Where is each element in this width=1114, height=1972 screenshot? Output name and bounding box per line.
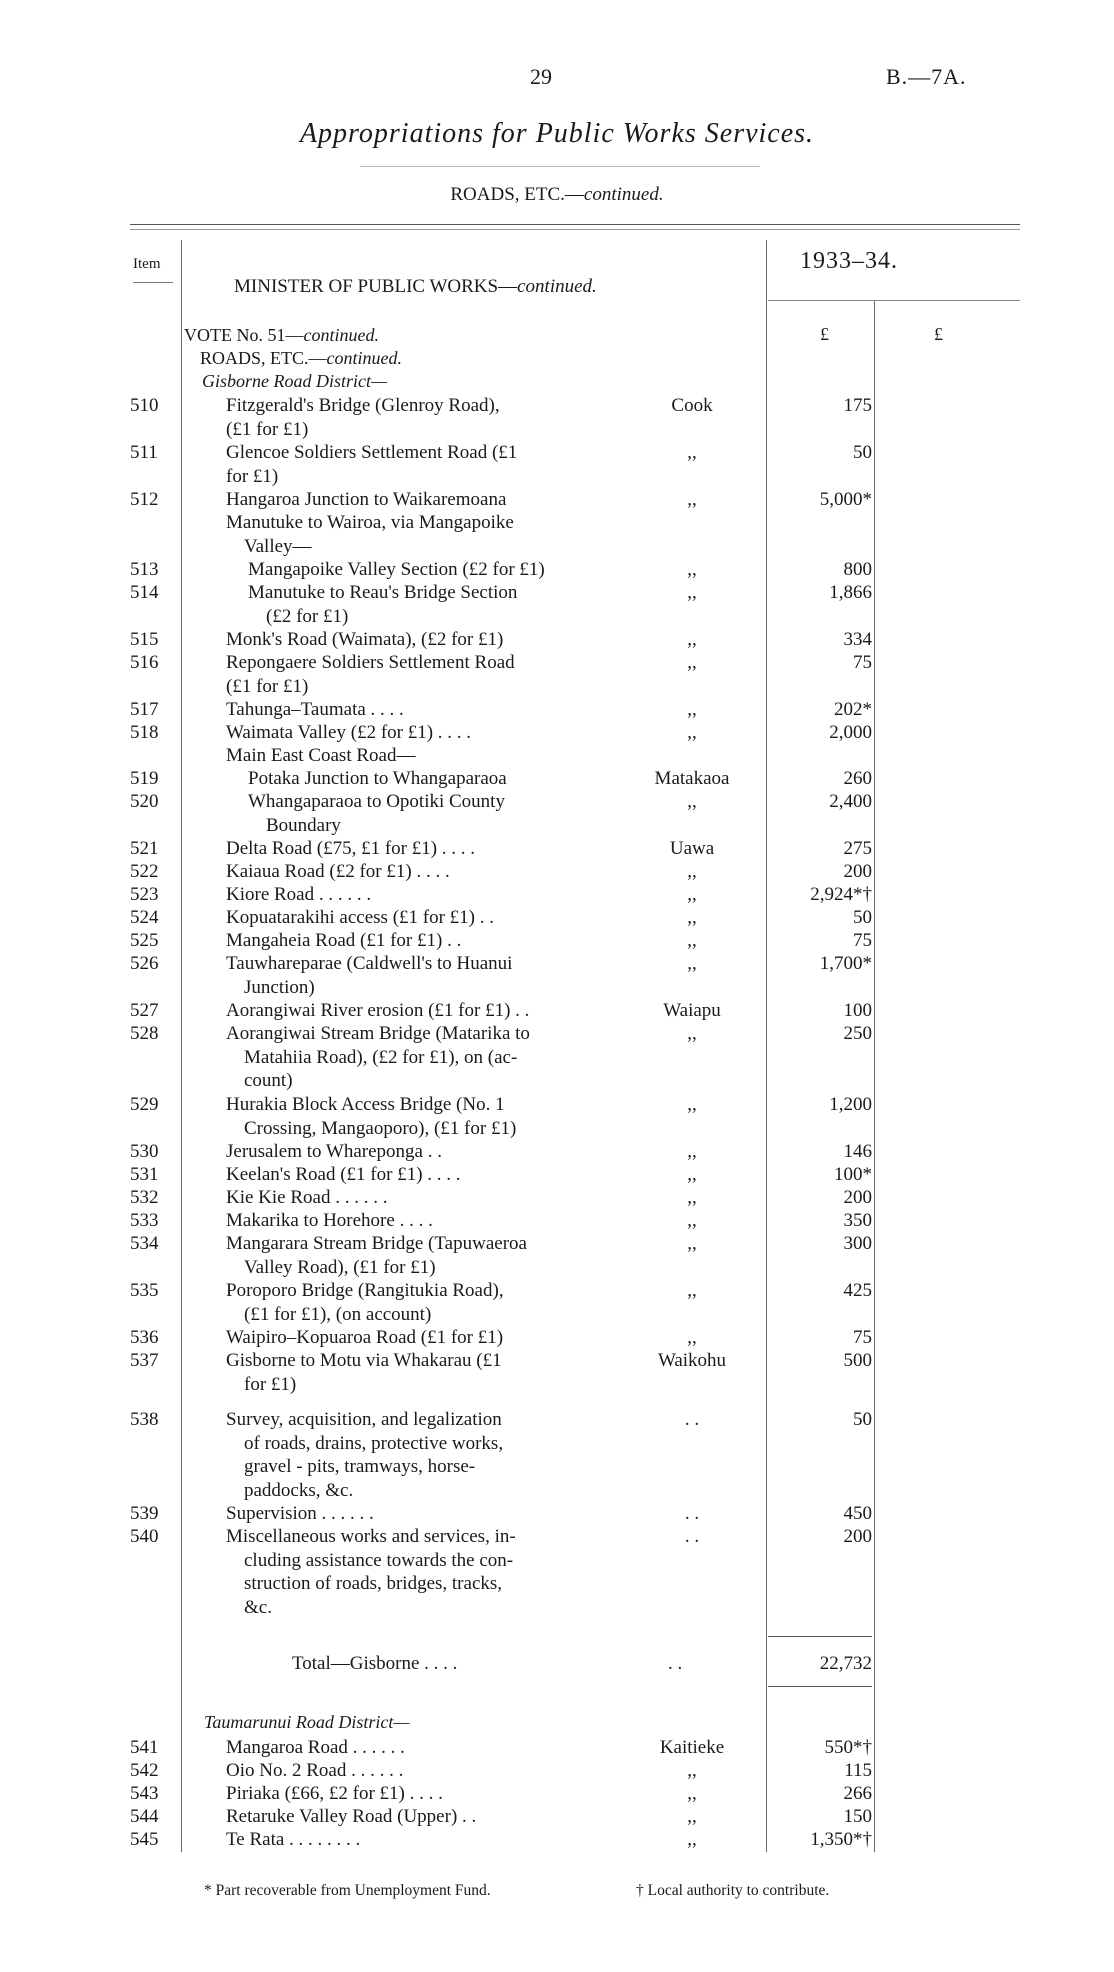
- item-number: 520: [130, 791, 159, 812]
- table-top-rule: [130, 224, 1020, 225]
- footnote-unemployment-fund: * Part recoverable from Unemployment Fund.: [204, 1882, 491, 1899]
- item-county: ,,: [687, 1023, 697, 1044]
- item-description: Kaiaua Road (£2 for £1) . . . .: [226, 861, 450, 882]
- item-description: Keelan's Road (£1 for £1) . . . .: [226, 1164, 461, 1185]
- taumarunui-district-heading: Taumarunui Road District—: [204, 1712, 410, 1732]
- item-county: ,,: [687, 791, 697, 812]
- item-number: 526: [130, 953, 159, 974]
- item-description: Piriaka (£66, £2 for £1) . . . .: [226, 1783, 443, 1804]
- item-amount: 350: [843, 1210, 872, 1231]
- item-amount: 75: [853, 930, 872, 951]
- item-description: Mangaroa Road . . . . . .: [226, 1737, 405, 1758]
- item-description: Hurakia Block Access Bridge (No. 1 Crossing, Mangaoporo), (£1 for £1): [226, 1094, 517, 1139]
- item-number: 541: [130, 1737, 159, 1758]
- table-top-rule-thin: [130, 229, 1020, 230]
- item-amount: 550*†: [824, 1737, 872, 1758]
- item-number: 537: [130, 1350, 159, 1371]
- item-number: 536: [130, 1327, 159, 1348]
- item-number: 510: [130, 395, 159, 416]
- vote-main: VOTE No. 51—: [184, 325, 304, 345]
- item-number: 540: [130, 1526, 159, 1547]
- item-description: Te Rata . . . . . . . .: [226, 1829, 361, 1850]
- pound-symbol-1: £: [820, 324, 829, 344]
- item-amount: 75: [853, 652, 872, 673]
- item-county: . .: [684, 1409, 700, 1430]
- item-county: Waiapu: [663, 1000, 721, 1021]
- item-county: ,,: [687, 953, 697, 974]
- total-top-rule: [768, 1636, 872, 1637]
- item-county: Waikohu: [657, 1350, 727, 1371]
- item-number: 517: [130, 699, 159, 720]
- item-amount: 425: [843, 1280, 872, 1301]
- vote-continued: continued.: [303, 325, 379, 345]
- item-county: ,,: [687, 1327, 697, 1348]
- item-county: ,,: [687, 1829, 697, 1850]
- item-number: 535: [130, 1280, 159, 1301]
- item-county: ,,: [687, 1164, 697, 1185]
- item-number: 544: [130, 1806, 159, 1827]
- item-number: 539: [130, 1503, 159, 1524]
- item-amount: 200: [843, 861, 872, 882]
- roads-heading: [200, 348, 402, 369]
- minister-main: MINISTER OF PUBLIC WORKS—: [234, 276, 518, 297]
- item-amount: 146: [843, 1141, 872, 1162]
- item-number: 528: [130, 1023, 159, 1044]
- group-heading-manutuke: Manutuke to Wairoa, via Mangapoike Valley—: [226, 512, 514, 557]
- item-number: 532: [130, 1187, 159, 1208]
- item-amount: 1,700*: [819, 953, 872, 974]
- item-county: ,,: [687, 1783, 697, 1804]
- minister-heading: [234, 276, 597, 298]
- item-amount: 50: [853, 442, 872, 463]
- item-county: ,,: [687, 1187, 697, 1208]
- section-subtitle: [0, 184, 1114, 206]
- item-county: ,,: [687, 559, 697, 580]
- item-description: Waimata Valley (£2 for £1) . . . .: [226, 722, 472, 743]
- item-county: ,,: [687, 1141, 697, 1162]
- item-county: Cook: [671, 395, 713, 416]
- item-amount: 200: [843, 1187, 872, 1208]
- item-amount: 800: [843, 559, 872, 580]
- item-description: Kiore Road . . . . . .: [226, 884, 372, 905]
- item-county: ,,: [687, 1233, 697, 1254]
- item-amount: 1,200: [829, 1094, 872, 1115]
- item-county: ,,: [687, 442, 697, 463]
- total-bottom-rule: [768, 1686, 872, 1687]
- item-description: Kie Kie Road . . . . . .: [226, 1187, 388, 1208]
- item-description: Retaruke Valley Road (Upper) . .: [226, 1806, 477, 1827]
- item-description: Makarika to Horehore . . . .: [226, 1210, 433, 1231]
- year-heading: 1933–34.: [800, 248, 898, 274]
- item-county: ,,: [687, 1210, 697, 1231]
- page-title: Appropriations for Public Works Services.: [299, 118, 815, 149]
- item-description: Whangaparaoa to Opotiki County Boundary: [248, 791, 505, 836]
- item-description: Poroporo Bridge (Rangitukia Road), (£1 for £1), (on account): [226, 1280, 504, 1325]
- item-county: . .: [684, 1503, 700, 1524]
- item-county: . .: [684, 1526, 700, 1547]
- item-header-rule: [133, 282, 173, 283]
- item-amount: 450: [843, 1503, 872, 1524]
- item-number: 518: [130, 722, 159, 743]
- item-number: 525: [130, 930, 159, 951]
- item-description: Mangarara Stream Bridge (Tapuwaeroa Valley Road), (£1 for £1): [226, 1233, 527, 1278]
- item-county: ,,: [687, 582, 697, 603]
- item-amount: 260: [843, 768, 872, 789]
- title-rule: [360, 166, 760, 167]
- item-number: 530: [130, 1141, 159, 1162]
- item-county: ,,: [687, 884, 697, 905]
- item-county: Kaitieke: [659, 1737, 725, 1758]
- item-column-header: Item: [133, 256, 161, 272]
- item-number: 538: [130, 1409, 159, 1430]
- item-number: 524: [130, 907, 159, 928]
- county-column-line: [766, 240, 767, 1852]
- item-amount: 100*: [834, 1164, 872, 1185]
- item-number: 514: [130, 582, 159, 603]
- item-description: Tahunga–Taumata . . . .: [226, 699, 404, 720]
- item-county: Uawa: [669, 838, 715, 859]
- item-county: Matakaoa: [654, 768, 730, 789]
- item-description: Jerusalem to Whareponga . .: [226, 1141, 442, 1162]
- item-description: Supervision . . . . . .: [226, 1503, 374, 1524]
- item-amount: 50: [853, 1409, 872, 1430]
- total-gisborne-amount: 22,732: [819, 1653, 872, 1674]
- item-amount: 5,000*: [819, 489, 872, 510]
- item-number: 529: [130, 1094, 159, 1115]
- item-amount: 266: [843, 1783, 872, 1804]
- item-number: 521: [130, 838, 159, 859]
- roads-continued: continued.: [326, 348, 402, 368]
- minister-continued: continued.: [517, 276, 597, 297]
- subtitle-continued: continued.: [583, 184, 664, 205]
- gisborne-district-heading: Gisborne Road District—: [202, 371, 388, 391]
- item-amount: 2,400: [829, 791, 872, 812]
- total-gisborne-county: . .: [668, 1653, 683, 1674]
- item-number: 531: [130, 1164, 159, 1185]
- item-county: ,,: [687, 1280, 697, 1301]
- item-county: ,,: [687, 629, 697, 650]
- year-rule: [768, 300, 1020, 301]
- item-description: Kopuatarakihi access (£1 for £1) . .: [226, 907, 495, 928]
- item-number: 511: [130, 442, 158, 463]
- item-description: Hangaroa Junction to Waikaremoana: [226, 489, 507, 510]
- item-description: Miscellaneous works and services, in- cluding assistance towards the con- struction of roads, bridges, tracks, &c.: [226, 1526, 516, 1618]
- item-amount: 275: [843, 838, 872, 859]
- item-description: Oio No. 2 Road . . . . . .: [226, 1760, 404, 1781]
- item-description: Manutuke to Reau's Bridge Section (£2 for £1): [248, 582, 518, 627]
- item-county: ,,: [687, 930, 697, 951]
- item-description: Aorangiwai River erosion (£1 for £1) . .: [226, 1000, 530, 1021]
- item-number: 542: [130, 1760, 159, 1781]
- item-amount: 250: [843, 1023, 872, 1044]
- group-heading-main-east-coast: Main East Coast Road—: [226, 745, 416, 766]
- item-amount: 50: [853, 907, 872, 928]
- item-description: Monk's Road (Waimata), (£2 for £1): [226, 629, 504, 650]
- item-county: ,,: [687, 489, 697, 510]
- item-description: Gisborne to Motu via Whakarau (£1 for £1): [226, 1350, 502, 1395]
- item-column-line: [181, 240, 182, 1852]
- item-description: Mangaheia Road (£1 for £1) . .: [226, 930, 462, 951]
- item-number: 512: [130, 489, 159, 510]
- item-number: 523: [130, 884, 159, 905]
- item-number: 545: [130, 1829, 159, 1850]
- item-county: ,,: [687, 1094, 697, 1115]
- item-number: 534: [130, 1233, 159, 1254]
- item-county: ,,: [687, 1806, 697, 1827]
- item-number: 527: [130, 1000, 159, 1021]
- document-reference: B.—7A.: [886, 64, 967, 89]
- item-number: 515: [130, 629, 159, 650]
- item-description: Survey, acquisition, and legalization of roads, drains, protective works, gravel - pits, tramways, horse- paddocks, &c.: [226, 1409, 504, 1501]
- item-county: ,,: [687, 861, 697, 882]
- item-amount: 1,866: [829, 582, 872, 603]
- footnote-local-authority: † Local authority to contribute.: [636, 1882, 830, 1899]
- item-amount: 115: [844, 1760, 872, 1781]
- subtitle-main: ROADS, ETC.—: [450, 184, 584, 205]
- item-county: ,,: [687, 699, 697, 720]
- item-amount: 150: [843, 1806, 872, 1827]
- roads-main: ROADS, ETC.—: [200, 348, 327, 368]
- vote-heading: [184, 325, 379, 346]
- item-amount: 75: [853, 1327, 872, 1348]
- item-description: Aorangiwai Stream Bridge (Matarika to Matahiia Road), (£2 for £1), on (ac- count): [226, 1023, 530, 1091]
- item-description: Fitzgerald's Bridge (Glenroy Road), (£1 for £1): [226, 395, 500, 440]
- pound-symbol-2: £: [934, 324, 943, 344]
- item-description: Delta Road (£75, £1 for £1) . . . .: [226, 838, 476, 859]
- item-amount: 200: [843, 1526, 872, 1547]
- item-number: 522: [130, 861, 159, 882]
- item-county: ,,: [687, 907, 697, 928]
- item-description: Tauwhareparae (Caldwell's to Huanui Junction): [226, 953, 513, 998]
- item-amount: 1,350*†: [810, 1829, 872, 1850]
- item-amount: 202*: [834, 699, 872, 720]
- item-amount: 175: [843, 395, 872, 416]
- item-amount: 100: [843, 1000, 872, 1021]
- item-amount: 2,000: [829, 722, 872, 743]
- item-description: Mangapoike Valley Section (£2 for £1): [248, 559, 545, 580]
- item-amount: 334: [843, 629, 872, 650]
- item-county: ,,: [687, 1760, 697, 1781]
- item-number: 543: [130, 1783, 159, 1804]
- item-county: ,,: [687, 652, 697, 673]
- item-description: Repongaere Soldiers Settlement Road (£1 for £1): [226, 652, 515, 697]
- page-number: 29: [530, 64, 552, 89]
- item-amount: 500: [843, 1350, 872, 1371]
- item-description: Waipiro–Kopuaroa Road (£1 for £1): [226, 1327, 504, 1348]
- item-number: 519: [130, 768, 159, 789]
- total-gisborne-label: Total—Gisborne . . . .: [292, 1653, 458, 1674]
- item-description: Potaka Junction to Whangaparaoa: [248, 768, 507, 789]
- item-number: 533: [130, 1210, 159, 1231]
- item-description: Glencoe Soldiers Settlement Road (£1 for £1): [226, 442, 518, 487]
- item-number: 516: [130, 652, 159, 673]
- item-amount: 2,924*†: [810, 884, 872, 905]
- item-county: ,,: [687, 722, 697, 743]
- item-amount: 300: [843, 1233, 872, 1254]
- amount-column-line: [874, 300, 875, 1852]
- item-number: 513: [130, 559, 159, 580]
